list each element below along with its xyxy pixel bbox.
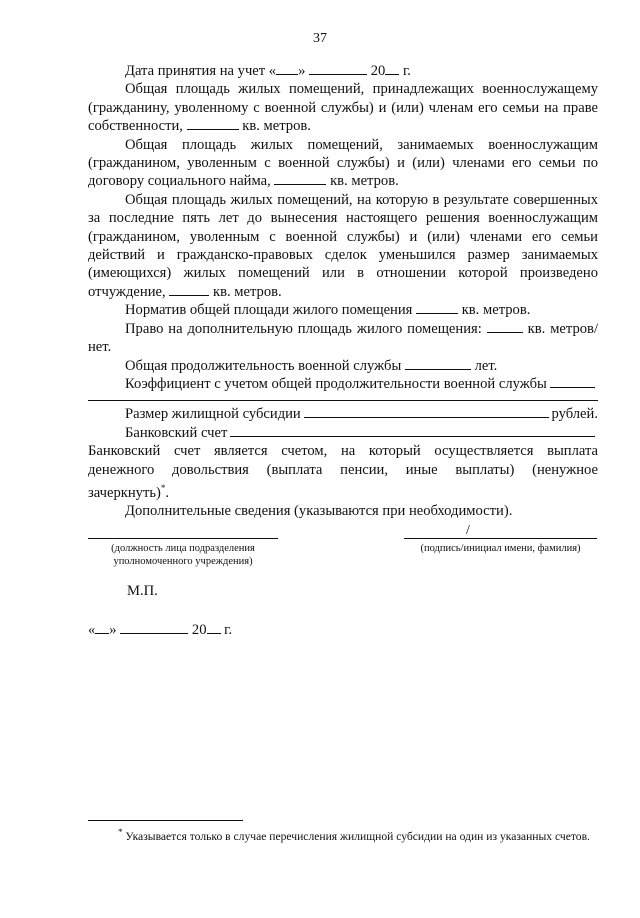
area-norm-line <box>88 301 598 319</box>
signature-slash: / <box>466 523 470 538</box>
acceptance-year-prefix: 20 <box>370 63 386 79</box>
area-norm-unit: кв. метров. <box>461 302 531 319</box>
acceptance-date-line <box>88 62 598 80</box>
coefficient-line <box>88 375 598 393</box>
page-number: 37 <box>313 31 327 46</box>
date-year-prefix: 20 <box>191 622 207 638</box>
owned-area-blank[interactable] <box>187 117 239 130</box>
date-month-blank[interactable] <box>120 621 188 634</box>
coefficient-text: Коэффициент с учетом общей продолжительности военной службы <box>125 375 547 392</box>
reduced-area-paragraph <box>88 191 598 301</box>
bank-account-text: Банковский счет <box>125 424 228 441</box>
additional-area-text: Право на дополнительную площадь жилого помещения: <box>125 320 482 337</box>
social-lease-area-unit: кв. метров. <box>330 173 399 190</box>
coefficient-continuation-blank[interactable] <box>88 393 598 401</box>
official-position-blank[interactable] <box>88 538 278 539</box>
additional-area-paragraph <box>88 320 598 357</box>
subsidy-blank[interactable] <box>304 405 549 418</box>
social-lease-area-paragraph <box>88 136 598 191</box>
date-day-blank[interactable] <box>95 621 109 634</box>
acceptance-date-suffix: г. <box>402 63 411 79</box>
area-norm-blank[interactable] <box>416 301 458 314</box>
form-body <box>88 62 598 521</box>
bank-account-note <box>88 442 598 502</box>
social-lease-area-blank[interactable] <box>274 172 326 185</box>
signing-date-line <box>88 621 232 639</box>
signature-block <box>404 523 597 555</box>
service-duration-text: Общая продолжительность военной службы <box>125 357 402 374</box>
bank-account-note-text: Банковский счет является счетом, на который осуществляется выплата денежного довольствия (выплата пенсии, иные выплаты) (ненужное зачеркнуть) <box>88 443 598 501</box>
date-suffix: г. <box>224 622 233 638</box>
acceptance-year-blank[interactable] <box>385 62 399 75</box>
additional-area-blank[interactable] <box>487 320 523 333</box>
reduced-area-unit: кв. метров. <box>212 283 282 300</box>
bank-account-blank[interactable] <box>230 424 595 437</box>
subsidy-unit: рублей. <box>551 406 598 423</box>
service-duration-unit: лет. <box>474 357 498 374</box>
signature-caption: (подпись/инициал имени, фамилия) <box>420 543 581 554</box>
owned-area-unit: кв. метров. <box>242 118 311 135</box>
signature-blank[interactable] <box>404 538 597 539</box>
reduced-area-text: Общая площадь жилых помещений, на которую в результате совершенных за последние пять лет до вынесения настоящего решения военнослужащим (гражданином, уволенным с военной службы) и (или) членами его семьи действий и гражданско-правовых сделок уменьшился размер занимаемых (имеющихся) жилых помещений или в отношении которой произведено отчуждение, <box>88 191 598 300</box>
footnote-mark: * <box>118 827 123 837</box>
owned-area-text: Общая площадь жилых помещений, принадлежащих военнослужащему (гражданину, уволенному с военной службы) и (или) членам его семьи на праве собственности, <box>88 81 598 135</box>
social-lease-area-text: Общая площадь жилых помещений, занимаемых военнослужащим (гражданином, уволенным с военной службы) и (или) членами его семьи по договору социального найма, <box>88 136 598 190</box>
date-year-blank[interactable] <box>207 621 221 634</box>
reduced-area-blank[interactable] <box>169 283 209 296</box>
subsidy-text: Размер жилищной субсидии <box>125 406 301 423</box>
owned-area-paragraph <box>88 80 598 135</box>
service-duration-line <box>88 357 598 375</box>
subsidy-line <box>88 405 598 423</box>
stamp-placeholder: М.П. <box>127 583 158 599</box>
bank-account-note-mark: * <box>160 482 166 493</box>
acceptance-day-blank[interactable] <box>276 62 298 75</box>
acceptance-date-label: Дата принятия на учет « <box>125 63 277 79</box>
coefficient-blank[interactable] <box>550 375 595 388</box>
additional-area-unit: кв. метров/нет. <box>88 320 599 356</box>
official-position-caption: (должность лица подразделения уполномоченного учреждения) <box>111 543 255 567</box>
footnote <box>88 825 598 844</box>
footnote-text: Указывается только в случае перечисления жилищной субсидии на один из указанных счетов. <box>125 829 590 843</box>
acceptance-date-mid: » <box>298 63 306 79</box>
official-position-block <box>88 538 278 568</box>
bank-account-note-end: . <box>165 484 170 501</box>
service-duration-blank[interactable] <box>405 357 471 370</box>
area-norm-text: Норматив общей площади жилого помещения <box>125 302 413 319</box>
acceptance-month-blank[interactable] <box>309 62 367 75</box>
additional-info-text: Дополнительные сведения (указываются при необходимости). <box>125 503 513 520</box>
footnote-separator <box>88 820 243 821</box>
additional-info-line <box>88 502 598 520</box>
date-open-quote: « <box>88 622 96 638</box>
bank-account-line <box>88 424 598 442</box>
date-close-quote: » <box>109 622 117 638</box>
